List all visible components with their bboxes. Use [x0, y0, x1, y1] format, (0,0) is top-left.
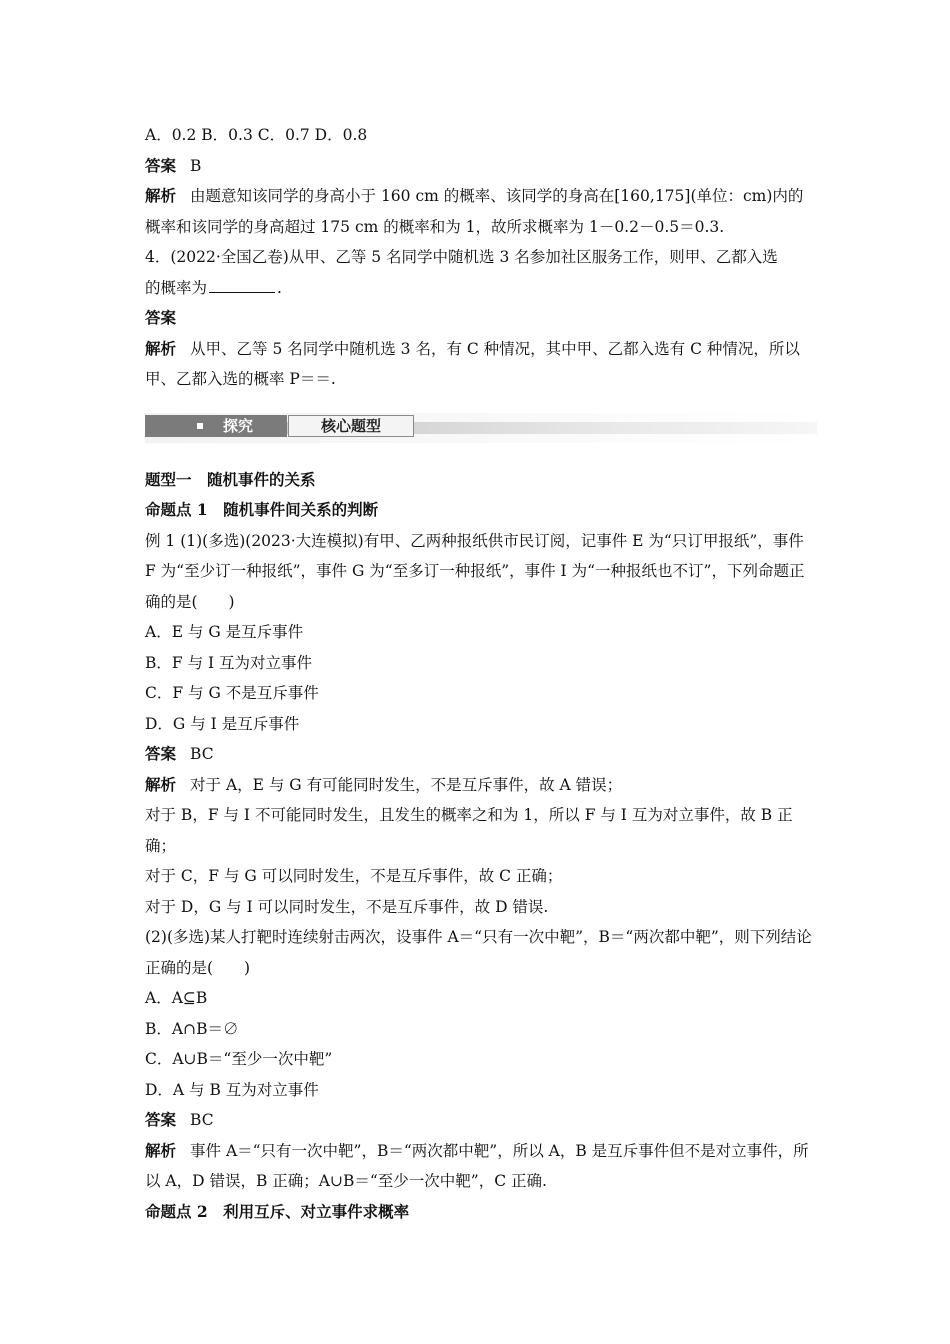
q4-stem-end: . — [277, 278, 282, 297]
square-bullet-icon — [197, 423, 203, 429]
point2-title: 命题点 2 利用互斥、对立事件求概率 — [145, 1201, 410, 1221]
q4-answer — [145, 303, 817, 334]
ex1-option-d: D．G 与 I 是互斥事件 — [145, 714, 300, 733]
q4-stem-text: 的概率为 — [145, 278, 208, 297]
analysis-label: 解析 — [145, 186, 177, 205]
answer-blank — [209, 277, 275, 293]
q3-answer — [145, 151, 817, 182]
q4-stem-line2 — [145, 273, 817, 304]
answer-label: 答案 — [145, 1110, 177, 1129]
analysis-text: 事件 A＝“只有一次中靶”，B＝“两次都中靶”，所以 A，B 是互斥事件但不是对立事件，所以 A，D 错误，B 正确；A∪B＝“至少一次中靶”，C 正确. — [145, 1141, 809, 1190]
ex1-analysis-2: 对于 B，F 与 I 不可能同时发生，且发生的概率之和为 1，所以 F 与 I 互为对立事件，故 B 正确； — [145, 806, 793, 855]
point1-title: 命题点 1 随机事件间关系的判断 — [145, 500, 379, 519]
ex1-answer — [145, 739, 817, 770]
ex2-option-c: C．A∪B＝“至少一次中靶” — [145, 1050, 333, 1068]
q3-analysis — [145, 181, 817, 242]
ex1-analysis-3: 对于 C，F 与 G 可以同时发生，不是互斥事件，故 C 正确； — [145, 867, 563, 885]
analysis-text: 由题意知该同学的身高小于 160 cm 的概率、该同学的身高在[160,175](单位：cm)内的概率和该同学的身高超过 175 cm 的概率和为 1，故所求概率为 1－0.2－0.5＝0.3. — [145, 187, 804, 236]
analysis-label: 解析 — [145, 774, 177, 794]
ex2-option-d: D．A 与 B 互为对立事件 — [145, 1080, 319, 1099]
answer-value: BC — [190, 745, 214, 763]
ex1-analysis-1 — [145, 770, 817, 801]
document-page — [145, 120, 817, 1227]
ex2-option-b: B．A∩B＝∅ — [145, 1019, 239, 1038]
q4-stem-line1: 4．(2022·全国乙卷)从甲、乙等 5 名同学中随机选 3 名参加社区服务工作，则甲、乙都入选 — [145, 248, 778, 266]
answer-label: 答案 — [145, 744, 177, 763]
section-banner — [145, 405, 817, 455]
analysis-text: 对于 A，E 与 G 有可能同时发生，不是互斥事件，故 A 错误； — [190, 775, 623, 794]
q4-analysis — [145, 334, 817, 395]
analysis-label: 解析 — [145, 338, 177, 358]
banner-tag-core: 核心题型 — [288, 415, 414, 437]
ex2-option-a: A．A⊆B — [145, 989, 208, 1007]
ex1-option-a: A．E 与 G 是互斥事件 — [145, 623, 304, 641]
answer-value: BC — [190, 1111, 214, 1129]
ex2-stem: (2)(多选)某人打靶时连续射击两次，设事件 A＝“只有一次中靶”，B＝“两次都中靶”，则下列结论正确的是( ) — [145, 928, 812, 977]
ex1-analysis-4: 对于 D，G 与 I 可以同时发生，不是互斥事件，故 D 错误. — [145, 897, 549, 916]
banner-left-text: 探究 — [223, 416, 254, 435]
ex2-answer — [145, 1105, 817, 1136]
ex2-analysis — [145, 1136, 817, 1197]
type1-title: 题型一 随机事件的关系 — [145, 469, 316, 489]
answer-value: B — [190, 156, 202, 175]
analysis-text: 从甲、乙等 5 名同学中随机选 3 名，有 C 种情况，其中甲、乙都入选有 C 种情况，所以甲、乙都入选的概率 P＝＝. — [145, 339, 800, 388]
analysis-label: 解析 — [145, 1140, 177, 1160]
answer-label: 答案 — [145, 308, 177, 327]
banner-tag-explore — [145, 415, 287, 437]
ex1-stem: 例 1 (1)(多选)(2023·大连模拟)有甲、乙两种报纸供市民订阅，记事件 E 为“只订甲报纸”，事件 F 为“至少订一种报纸”，事件 G 为“至多订一种报纸”，事件 I 为“一种报纸也不订”，下列命题正确的是( ) — [145, 531, 805, 611]
answer-label: 答案 — [145, 155, 177, 175]
ex1-option-b: B．F 与 I 互为对立事件 — [145, 653, 313, 672]
ex1-option-c: C．F 与 G 不是互斥事件 — [145, 684, 319, 702]
q3-options: A．0.2 B．0.3 C．0.7 D．0.8 — [145, 126, 368, 144]
